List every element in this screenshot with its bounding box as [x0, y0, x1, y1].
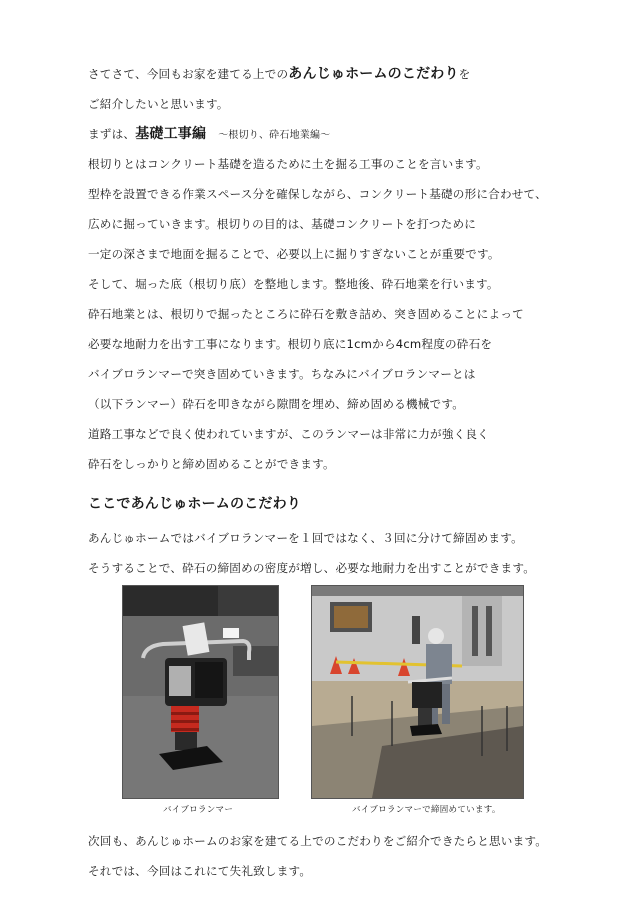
photo-vibro-rammer [122, 585, 279, 799]
photo-compaction-work [311, 585, 524, 799]
photo-caption-rammer: バイブロランマー [163, 805, 234, 815]
section-subtitle: ～根切り、砕石地業編～ [218, 130, 331, 141]
body-line: そして、堀った底（根切り底）を整地します。整地後、砕石地業を行います。 [88, 277, 499, 291]
body-line: 型枠を設置できる作業スペース分を確保しながら、コンクリート基礎の形に合わせて、 [88, 187, 547, 201]
photo-caption-compaction: バイブロランマーで締固めています。 [352, 805, 501, 815]
closing-line: それでは、今回はこれにて失礼致します。 [88, 864, 312, 878]
vibro-rammer-image [123, 586, 278, 798]
body-line: 一定の深さまで地面を掘ることで、必要以上に掘りすぎないことが重要です。 [88, 247, 500, 261]
closing-line: 次回も、あんじゅホームのお家を建てる上でのこだわりをご紹介できたらと思います。 [88, 834, 548, 848]
body-line: バイブロランマーで突き固めていきます。ちなみにバイブロランマーとは [88, 367, 476, 381]
section-heading-foundation [88, 126, 330, 144]
intro-line-2: ご紹介したいと思います。 [88, 97, 229, 111]
intro-text: さてさて、今回もお家を建てる上での [88, 67, 289, 81]
intro-text-end: を [458, 67, 471, 81]
body-line: （以下ランマー）砕石を叩きながら隙間を埋め、締め固める機械です。 [88, 397, 465, 411]
intro-line-1 [88, 66, 470, 82]
body-line: 砕石地業とは、根切りで掘ったところに砕石を敷き詰め、突き固めることによって [88, 307, 524, 321]
body-line: 道路工事などで良く使われていますが、このランマーは非常に力が強く良く [88, 427, 489, 441]
section-heading-commitment: ここであんじゅホームのこだわり [88, 496, 301, 512]
body-line: 広めに掘っていきます。根切りの目的は、基礎コンクリートを打つために [88, 217, 477, 231]
section-prefix: まずは、 [88, 127, 136, 141]
section-title: 基礎工事編 [135, 126, 207, 142]
body-line: あんじゅホームではバイブロランマーを１回ではなく、３回に分けて締固めます。 [88, 531, 523, 545]
body-line: 砕石をしっかりと締め固めることができます。 [88, 457, 335, 471]
brand-emphasis: あんじゅホームのこだわり [288, 66, 459, 82]
body-line: 根切りとはコンクリート基礎を造るために土を掘る工事のことを言います。 [88, 157, 488, 171]
compaction-work-image [312, 586, 523, 798]
body-line: 必要な地耐力を出す工事になります。根切り底に1cmから4cm程度の砕石を [88, 337, 493, 351]
body-line: そうすることで、砕石の締固めの密度が増し、必要な地耐力を出すことができます。 [88, 561, 536, 575]
